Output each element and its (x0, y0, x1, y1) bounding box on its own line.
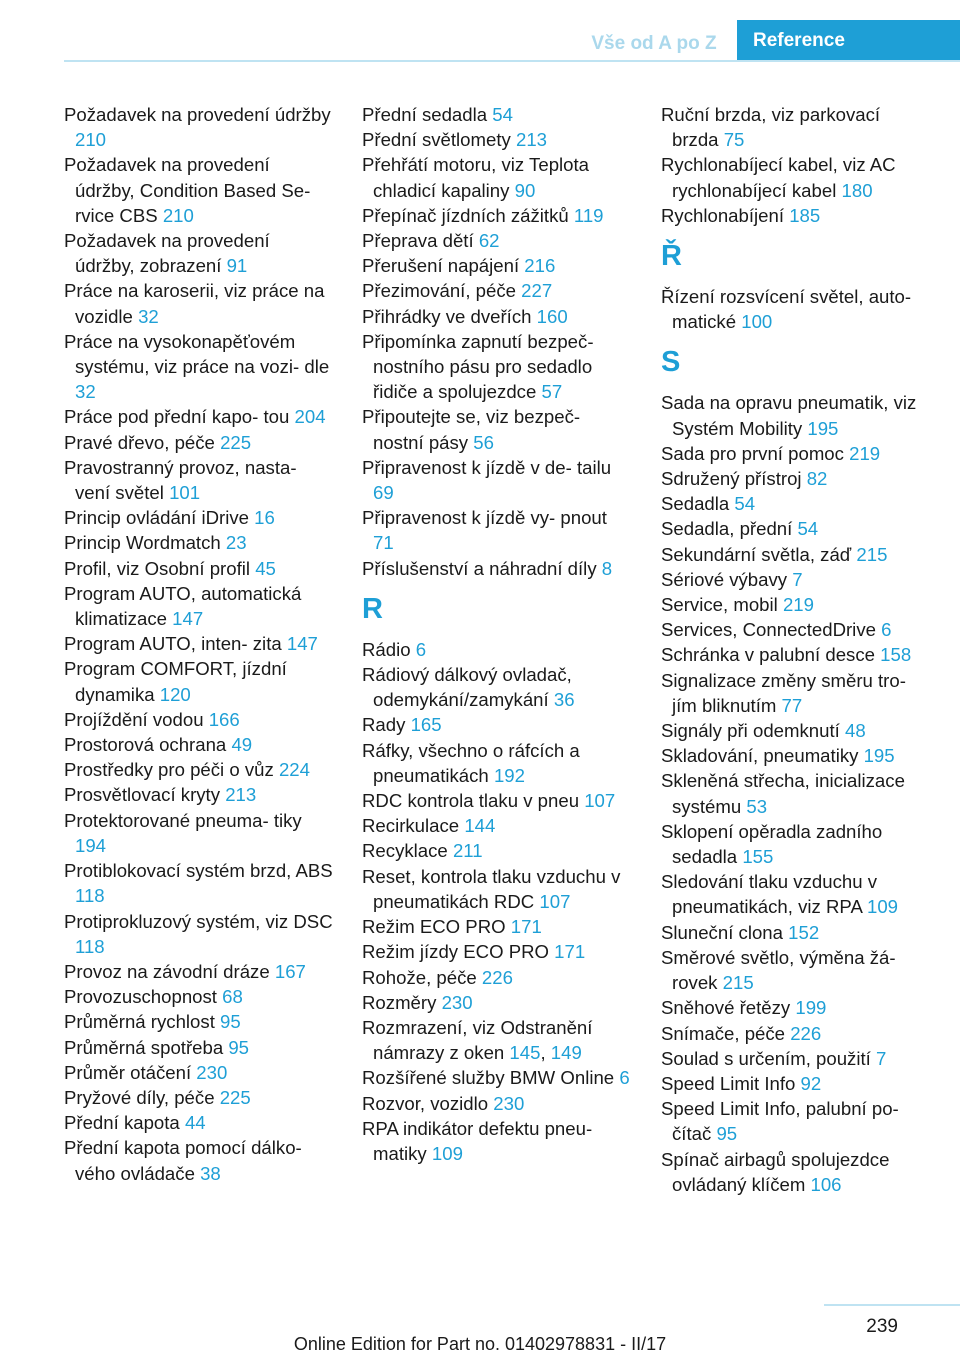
index-term: Rychlonabíjecí kabel, viz AC rychlonabíjecí kabel (661, 154, 896, 201)
index-term: Práce na vysokonapěťovém systému, viz práce na vozi- dle (64, 330, 330, 378)
index-term: Princip ovládání iDrive (64, 507, 249, 529)
index-entry (64, 1009, 334, 1034)
index-term: Průměrná rychlost (64, 1011, 215, 1033)
page-link[interactable]: 210 (162, 204, 194, 226)
page-link[interactable]: 165 (410, 714, 442, 736)
index-term: Rádio (362, 638, 411, 660)
index-entry (362, 1091, 632, 1116)
page-link[interactable]: 225 (220, 431, 252, 453)
index-entry (64, 581, 334, 631)
index-entry (64, 530, 334, 555)
index-term: Sluneční clona (661, 921, 783, 943)
index-entry (661, 284, 931, 334)
index-entry (362, 404, 632, 454)
page-link[interactable]: 147 (286, 633, 318, 655)
index-term: Provoz na závodní dráze (64, 960, 270, 982)
page-link[interactable]: 216 (524, 255, 556, 277)
index-term: Rady (362, 714, 406, 736)
index-term: Signály při odemknutí (661, 720, 840, 742)
page-link[interactable]: 75 (723, 129, 745, 151)
page-link[interactable]: 219 (782, 594, 814, 616)
index-term: Projíždění vodou (64, 708, 204, 730)
index-term: Skladování, pneumatiky (661, 745, 859, 767)
index-entry (362, 253, 632, 278)
index-term: Rozměry (362, 991, 437, 1013)
page-link[interactable]: 109 (867, 896, 899, 918)
header-divider (64, 60, 960, 62)
index-term: Sdružený přístroj (661, 468, 802, 490)
index-entry (64, 1110, 334, 1135)
index-entry (64, 757, 334, 782)
page-link[interactable]: 106 (810, 1173, 842, 1195)
page-link[interactable]: 69 (373, 482, 394, 504)
index-term: Připravenost k jízdě vy- pnout (362, 507, 607, 529)
index-term: Protiblokovací systém brzd, ABS (64, 860, 333, 882)
index-term: Přepínač jízdních zážitků (362, 204, 569, 226)
index-term: Práce na karoserii, viz práce na vozidle (64, 280, 325, 327)
page-link[interactable]: 215 (856, 543, 888, 565)
page-link[interactable]: 230 (493, 1092, 525, 1114)
index-term: Přerušení napájení (362, 255, 520, 277)
index-term: Požadavek na provedení údržby, Condition Based Se- rvice CBS (64, 154, 311, 226)
page-link[interactable]: 185 (789, 204, 821, 226)
index-term: Profil, viz Osobní profil (64, 557, 251, 579)
index-entry (362, 965, 632, 990)
index-entry (661, 592, 931, 617)
page-number: 239 (866, 1316, 898, 1337)
index-term: Protektorované pneuma- tiky (64, 809, 302, 831)
index-term: Průměr otáčení (64, 1061, 192, 1083)
index-entry (661, 542, 931, 567)
page-link[interactable]: 6 (619, 1067, 630, 1089)
page-link[interactable]: 56 (473, 431, 494, 453)
index-term: Pravé dřevo, péče (64, 431, 215, 453)
page-link[interactable]: 45 (255, 557, 276, 579)
page-link[interactable]: 210 (75, 129, 107, 151)
index-column-3 (661, 102, 931, 1197)
index-term: Režim jízdy ECO PRO (362, 941, 549, 963)
index-entry (661, 869, 931, 919)
index-entry (661, 768, 931, 818)
index-entry (362, 813, 632, 838)
index-entry (661, 152, 931, 202)
index-term: Prosvětlovací kryty (64, 784, 221, 806)
index-entry (362, 990, 632, 1015)
index-entry (661, 718, 931, 743)
page-link[interactable]: 101 (169, 482, 201, 504)
index-entry (661, 743, 931, 768)
page-link[interactable]: 95 (220, 1011, 241, 1033)
index-term: Prostorová ochrana (64, 734, 227, 756)
page-link[interactable]: 213 (516, 129, 548, 151)
page-link[interactable]: 57 (541, 381, 563, 403)
index-entry (362, 127, 632, 152)
index-term: Sněhové řetězy (661, 997, 791, 1019)
index-entry (64, 430, 334, 455)
page-link[interactable]: 230 (441, 991, 473, 1013)
page-link[interactable]: 213 (225, 784, 257, 806)
index-term: Recyklace (362, 840, 448, 862)
page-link[interactable]: 62 (478, 230, 500, 252)
page-link[interactable]: 120 (159, 683, 191, 705)
index-term: Services, ConnectedDrive (661, 619, 876, 641)
index-term: Program AUTO, inten- zita (64, 633, 282, 655)
index-term: Sekundární světla, záď (661, 543, 852, 565)
page-link[interactable]: 195 (863, 745, 895, 767)
index-entry (362, 329, 632, 405)
index-term: Příslušenství a náhradní díly (362, 557, 597, 579)
index-term: Skleněná střecha, inicializace systému (661, 770, 905, 817)
page-link[interactable]: 6 (415, 638, 427, 660)
page-link[interactable]: 195 (807, 417, 839, 439)
page-link[interactable]: 145 (509, 1042, 541, 1064)
index-term: Rozšířené služby BMW Online (362, 1067, 615, 1089)
index-term: Připravenost k jízdě v de- tailu (362, 456, 612, 478)
index-entry (64, 1135, 334, 1185)
page-link[interactable]: 32 (75, 381, 96, 403)
page-link[interactable]: 109 (431, 1142, 463, 1164)
index-term: Prostředky pro péči o vůz (64, 759, 274, 781)
page-link[interactable]: 38 (200, 1162, 221, 1184)
index-term: Pryžové díly, péče (64, 1086, 215, 1108)
index-entry (362, 914, 632, 939)
page-link[interactable]: 226 (790, 1022, 822, 1044)
page-link[interactable]: 192 (493, 764, 525, 786)
page-link[interactable]: 16 (254, 507, 275, 529)
index-entry (362, 304, 632, 329)
index-term: Princip Wordmatch (64, 532, 221, 554)
index-term: Připomínka zapnutí bezpeč- nostního pásu pro sedadlo řidiče a spolujezdce (362, 330, 594, 403)
page-link[interactable]: 107 (539, 890, 571, 912)
index-entry (362, 788, 632, 813)
index-term: Přezimování, péče (362, 280, 516, 302)
page-link[interactable]: 152 (788, 921, 820, 943)
page-link[interactable]: 167 (274, 960, 306, 982)
index-entry (64, 152, 334, 228)
index-entry (661, 617, 931, 642)
index-term: Ruční brzda, viz parkovací brzda (661, 104, 881, 151)
index-term: Spínač airbagů spolujezdce ovládaný klíčem (661, 1148, 890, 1195)
page-link[interactable]: 68 (222, 986, 243, 1008)
edition-footer: Online Edition for Part no. 01402978831 - II/17 (293, 1334, 667, 1354)
index-term: Sada pro první pomoc (661, 442, 844, 464)
index-entry (661, 668, 931, 718)
index-term: Sada na opravu pneumatik, viz Systém Mobility (661, 392, 917, 439)
page-link[interactable]: 23 (225, 532, 247, 554)
index-entry (362, 102, 632, 127)
page-link[interactable]: 53 (746, 795, 768, 817)
index-column-2 (362, 102, 632, 1166)
index-entry (64, 278, 334, 328)
index-term: Připoutejte se, viz bezpeč- nostní pásy (362, 406, 581, 453)
page-link[interactable]: 215 (722, 972, 754, 994)
index-entry (64, 631, 334, 656)
index-term: Přeprava dětí (362, 230, 474, 252)
page-link[interactable]: 119 (573, 204, 604, 226)
page-link[interactable]: 227 (521, 280, 553, 302)
index-term: Režim ECO PRO (362, 916, 506, 938)
index-term: Požadavek na provedení údržby (64, 104, 331, 125)
index-entry (64, 707, 334, 732)
page-link[interactable]: 48 (844, 720, 866, 742)
index-entry (362, 505, 632, 555)
index-term: Ráfky, všechno o ráfcích a pneumatikách (362, 739, 580, 786)
index-term: Sedadla (661, 493, 730, 515)
index-entry (64, 505, 334, 530)
index-term: Pravostranný provoz, nasta- vení světel (64, 456, 297, 504)
page-link[interactable]: 225 (219, 1086, 251, 1108)
index-entry (661, 466, 931, 491)
index-term: Speed Limit Info, palubní po- čítač (661, 1098, 899, 1145)
index-entry (64, 329, 334, 405)
index-term: RDC kontrola tlaku v pneu (362, 790, 580, 812)
page-link[interactable]: 8 (601, 557, 613, 579)
index-entry (64, 858, 334, 908)
page-link[interactable]: 155 (742, 846, 774, 868)
page-link[interactable]: 54 (492, 104, 513, 125)
footer-divider (824, 1304, 960, 1306)
page-link[interactable]: 160 (536, 305, 568, 327)
page-link[interactable]: 71 (373, 532, 394, 554)
index-entry (64, 404, 334, 429)
index-term: Reset, kontrola tlaku vzduchu v pneumatikách RDC (362, 865, 621, 912)
index-entry (661, 995, 931, 1020)
index-entry (64, 556, 334, 581)
index-entry (661, 642, 931, 667)
index-entry (64, 1085, 334, 1110)
page-link[interactable]: 226 (481, 966, 513, 988)
index-entry (661, 920, 931, 945)
page-link[interactable]: 95 (228, 1036, 250, 1058)
index-letter-heading: R (362, 592, 383, 625)
index-entry (64, 228, 334, 278)
page-link[interactable]: 171 (510, 916, 542, 938)
index-entry (362, 1116, 632, 1166)
index-entry (362, 712, 632, 737)
page-link[interactable]: 6 (881, 619, 892, 641)
page-link[interactable]: 230 (196, 1061, 228, 1083)
index-entry (661, 1071, 931, 1096)
page-link[interactable]: 158 (880, 644, 912, 666)
index-term: Sériové výbavy (661, 568, 788, 590)
index-term: Směrové světlo, výměna žá- rovek (661, 946, 896, 994)
index-entry (362, 662, 632, 712)
page-link[interactable]: 91 (226, 255, 248, 277)
index-term: Rádiový dálkový ovladač, odemykání/zamykání (362, 664, 572, 711)
page-link[interactable]: 219 (849, 442, 881, 464)
index-term: Signalizace změny směru tro- jím bliknutím (661, 669, 906, 716)
page-link[interactable]: 44 (184, 1112, 206, 1134)
page-link[interactable]: 204 (294, 406, 326, 428)
index-entry (661, 1046, 931, 1071)
index-entry (64, 1035, 334, 1060)
page-link[interactable]: 100 (741, 311, 773, 333)
index-entry (661, 1096, 931, 1146)
index-entry (362, 455, 632, 505)
index-term: Soulad s určením, použití (661, 1047, 871, 1069)
index-term: Požadavek na provedení údržby, zobrazení (64, 230, 270, 277)
index-term: Rychlonabíjení (661, 204, 785, 226)
page-link[interactable]: 166 (208, 708, 240, 730)
page-link[interactable]: 90 (514, 179, 536, 201)
index-entry (64, 732, 334, 757)
page-link[interactable]: 199 (795, 997, 827, 1019)
index-entry (661, 491, 931, 516)
index-entry (661, 102, 931, 152)
page-link[interactable]: 118 (75, 885, 105, 907)
index-term: Práce pod přední kapo- tou (64, 406, 290, 428)
index-entry (661, 567, 931, 592)
index-term: Recirkulace (362, 815, 460, 837)
page-link[interactable]: 211 (452, 840, 483, 862)
index-term: Sedadla, přední (661, 518, 793, 540)
page-link[interactable]: 95 (716, 1123, 738, 1145)
page-link[interactable]: 194 (75, 834, 107, 856)
page-link[interactable]: 77 (781, 694, 803, 716)
index-entry (661, 819, 931, 869)
index-entry (661, 390, 931, 440)
index-entry (64, 656, 334, 706)
page-link[interactable]: 32 (138, 305, 159, 327)
index-entry (362, 203, 632, 228)
page-link[interactable]: 54 (734, 493, 756, 515)
page-link[interactable]: 36 (553, 689, 575, 711)
index-entry (362, 152, 632, 202)
index-term: Program COMFORT, jízdní dynamika (64, 658, 287, 705)
page-link[interactable]: 107 (584, 790, 616, 812)
index-entry (362, 228, 632, 253)
index-entry (64, 808, 334, 858)
index-entry (362, 1065, 632, 1090)
index-term: Protiprokluzový systém, viz DSC (64, 910, 333, 932)
page-link[interactable]: 118 (75, 935, 105, 957)
page-link[interactable]: 92 (800, 1072, 822, 1094)
index-entry (661, 441, 931, 466)
index-entry (362, 838, 632, 863)
index-term: Rozmrazení, viz Odstranění námrazy z oken (362, 1016, 593, 1064)
index-term: Speed Limit Info (661, 1072, 796, 1094)
page-link[interactable]: 144 (464, 815, 496, 837)
index-entry (64, 959, 334, 984)
index-term: Přední kapota pomocí dálko- vého ovládače (64, 1137, 302, 1184)
index-term: Přihrádky ve dveřích (362, 305, 532, 327)
page-link[interactable]: 49 (231, 734, 253, 756)
index-term: Přední sedadla (362, 104, 488, 125)
index-term: Rohože, péče (362, 966, 477, 988)
index-entry (362, 556, 632, 581)
page-link[interactable]: 224 (278, 759, 310, 781)
index-entry (64, 1060, 334, 1085)
index-term: Přehřátí motoru, viz Teplota chladicí kapaliny (362, 154, 590, 201)
index-entry: Rozmrazení, viz Odstranění námrazy z oken 145, 149 (362, 1016, 593, 1064)
index-column-1 (64, 102, 334, 1186)
page-link[interactable]: 82 (806, 468, 828, 490)
index-term: Provozuschopnost (64, 986, 217, 1008)
page-link[interactable]: 171 (554, 941, 586, 963)
page-link[interactable]: 7 (792, 568, 803, 590)
page-link[interactable]: 7 (875, 1047, 887, 1069)
tab-section-a-z[interactable]: Vše od A po Z (591, 32, 717, 54)
index-entry (362, 637, 632, 662)
index-term: Service, mobil (661, 594, 778, 616)
index-entry (661, 1021, 931, 1046)
page-link[interactable]: 149 (550, 1042, 582, 1064)
index-letter-heading: Ř (661, 240, 682, 273)
page-link[interactable]: 147 (172, 608, 204, 630)
index-entry (661, 203, 931, 228)
index-term: Řízení rozsvícení světel, auto- matické (661, 286, 912, 333)
index-term: Sklopení opěradla zadního sedadla (661, 820, 883, 868)
index-term: Průměrná spotřeba (64, 1036, 224, 1058)
index-entry (661, 945, 931, 995)
index-entry (362, 278, 632, 303)
index-entry (64, 455, 334, 505)
index-entry (64, 909, 334, 959)
index-term: Program AUTO, automatická klimatizace (64, 582, 302, 630)
page-link[interactable]: 180 (841, 179, 873, 201)
index-term: Schránka v palubní desce (661, 644, 875, 666)
index-term: Snímače, péče (661, 1022, 786, 1044)
index-term: Rozvor, vozidlo (362, 1092, 489, 1114)
index-entry (64, 102, 334, 152)
index-entry (362, 738, 632, 788)
index-letter-heading: S (661, 346, 681, 379)
page-link[interactable]: 54 (797, 518, 819, 540)
index-term: Přední kapota (64, 1112, 180, 1134)
index-term: RPA indikátor defektu pneu- matiky (362, 1117, 593, 1164)
index-term: Přední světlomety (362, 129, 511, 151)
index-entry (362, 864, 632, 914)
tab-reference[interactable]: Reference (737, 20, 960, 62)
index-entry (64, 782, 334, 807)
index-term: Sledování tlaku vzduchu v pneumatikách, viz RPA (661, 871, 878, 918)
index-entry (64, 984, 334, 1009)
index-entry (362, 939, 632, 964)
index-entry (661, 516, 931, 541)
index-entry (661, 1147, 931, 1197)
